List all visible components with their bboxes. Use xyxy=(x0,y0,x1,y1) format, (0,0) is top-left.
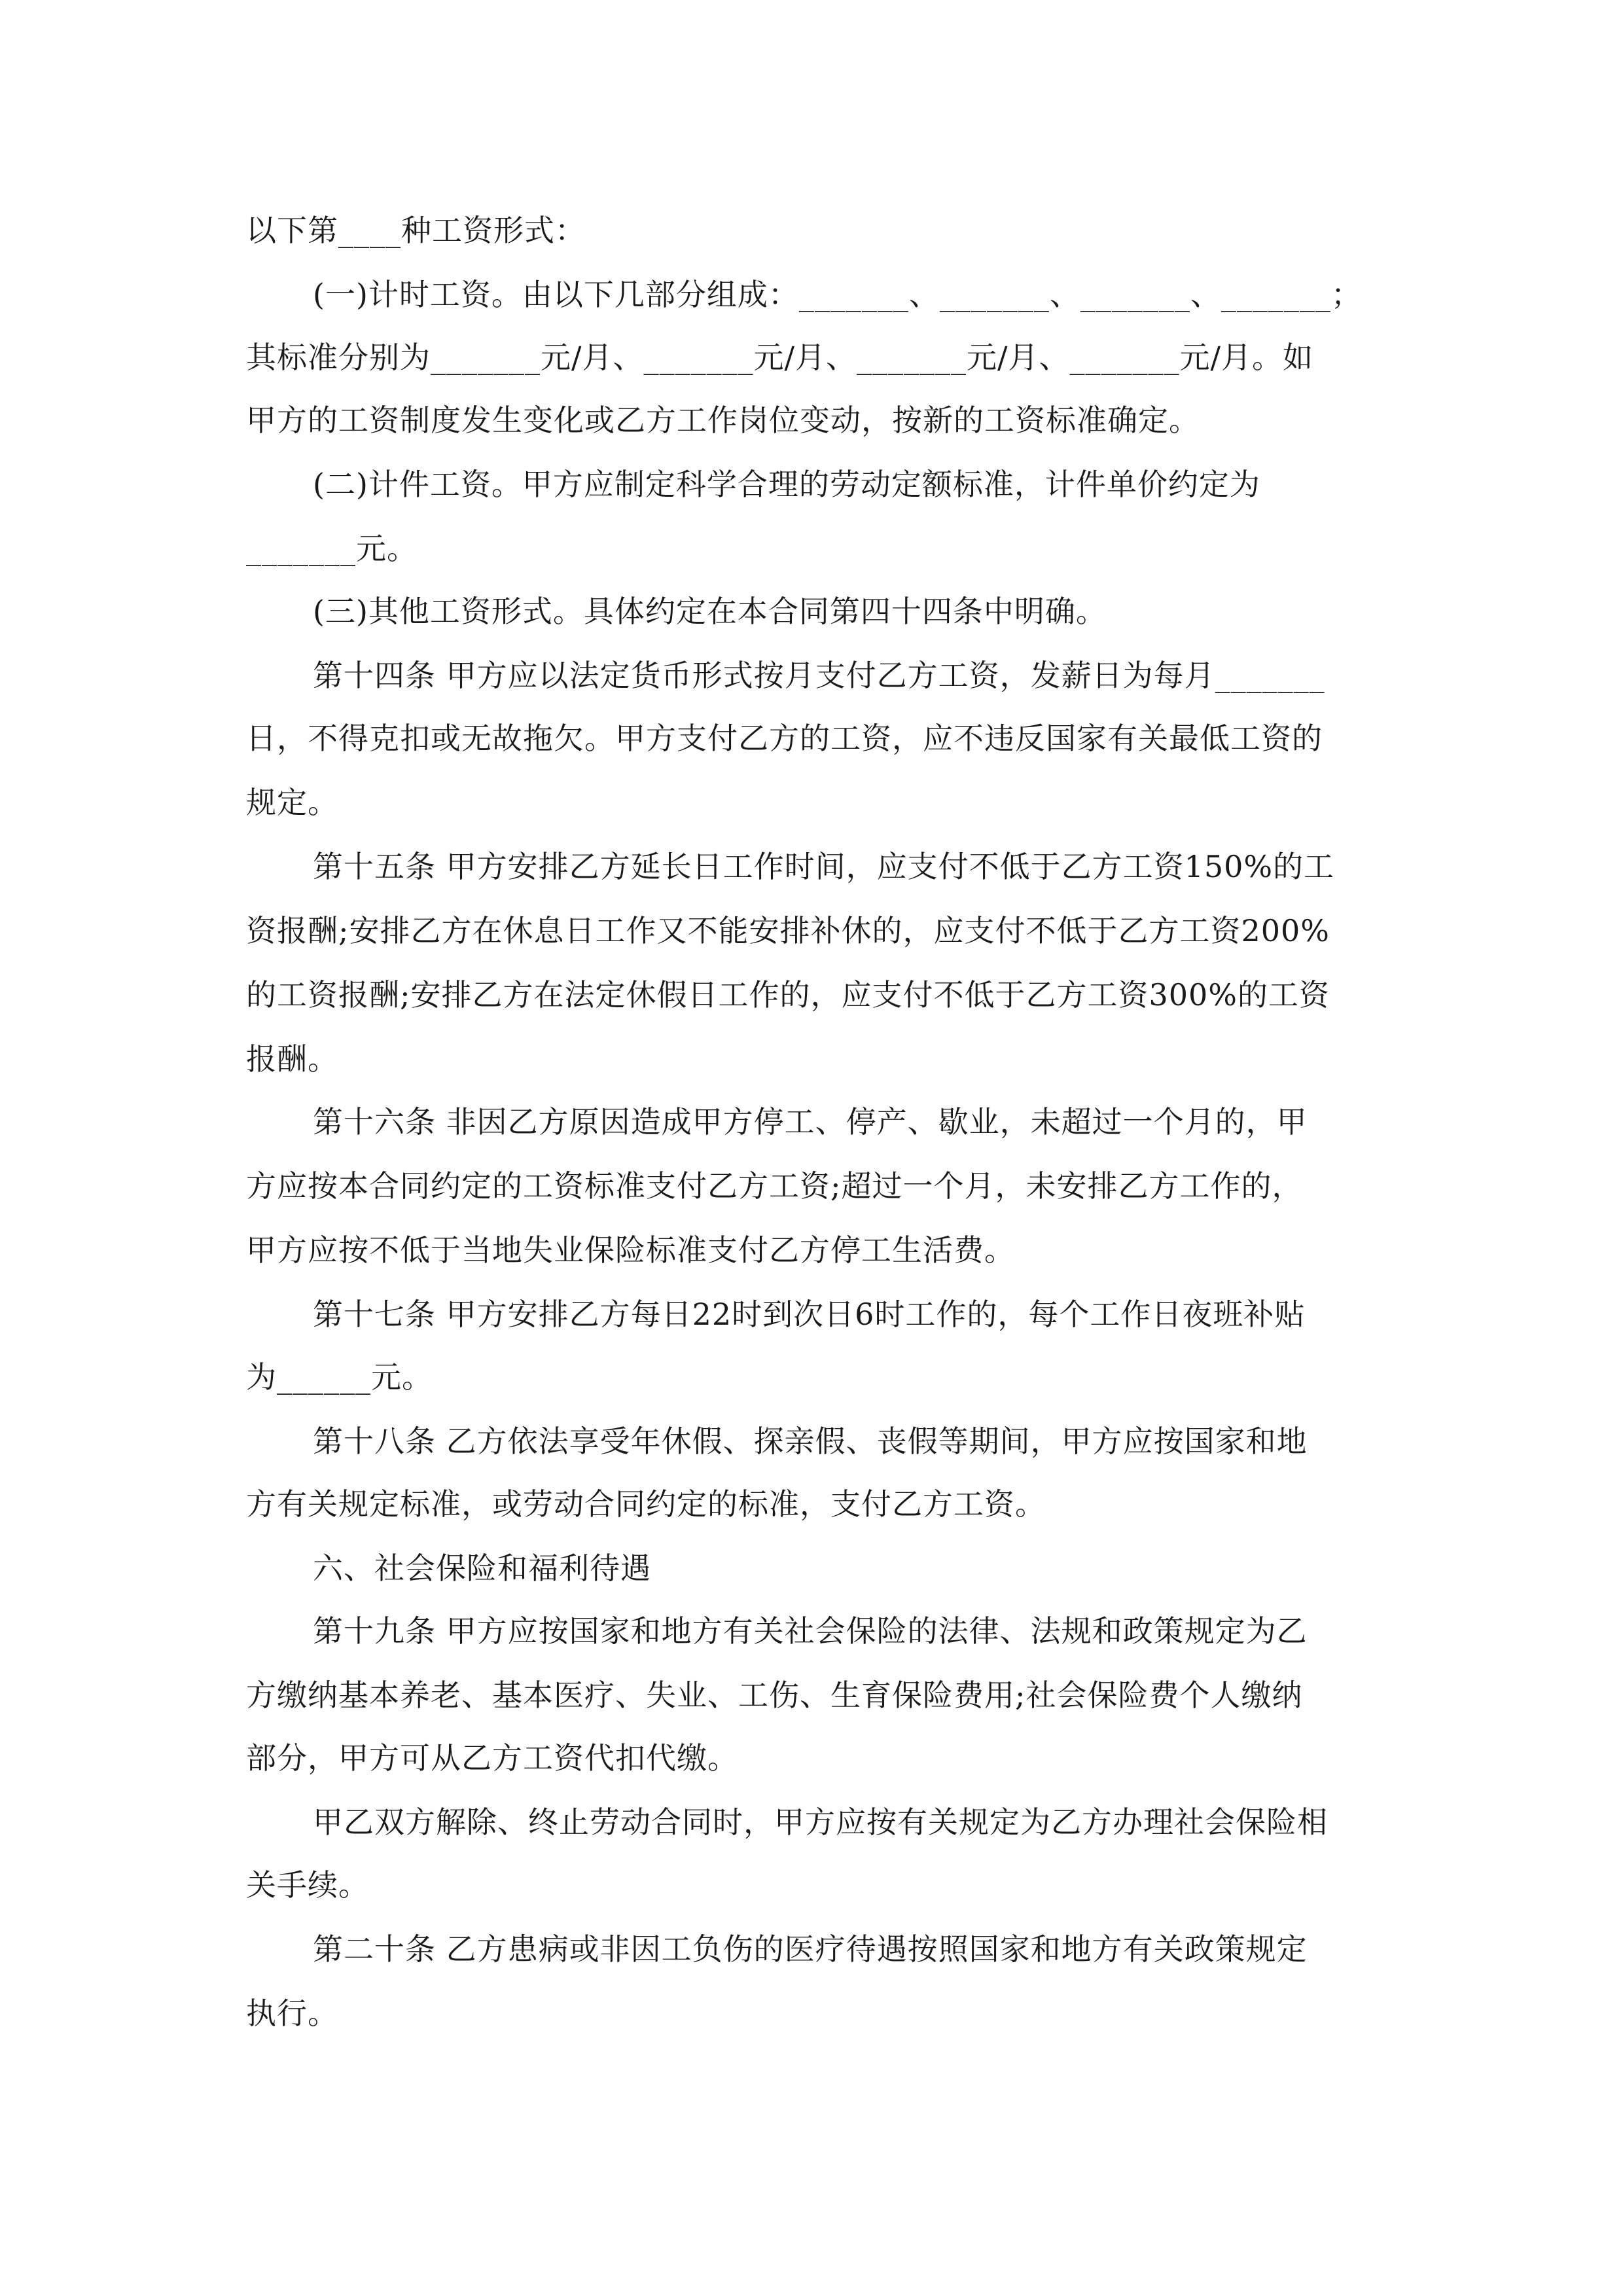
text-line: 甲乙双方解除、终止劳动合同时，甲方应按有关规定为乙方办理社会保险相 xyxy=(313,1804,1328,1840)
text-line: 第十八条 乙方依法享受年休假、探亲假、丧假等期间，甲方应按国家和地 xyxy=(313,1424,1308,1459)
text-line: 第十六条 非因乙方原因造成甲方停工、停产、歇业，未超过一个月的，甲 xyxy=(313,1104,1308,1139)
text-line: 规定。 xyxy=(246,785,338,820)
text-line: 关手续。 xyxy=(246,1867,369,1903)
text-line: 第十九条 甲方应按国家和地方有关社会保险的法律、法规和政策规定为乙 xyxy=(313,1613,1308,1649)
text-line: 第十七条 甲方安排乙方每日22时到次日6时工作的，每个工作日夜班补贴 xyxy=(313,1297,1306,1332)
text-line: 部分，甲方可从乙方工资代扣代缴。 xyxy=(246,1740,738,1776)
text-line: 甲方应按不低于当地失业保险标准支付乙方停工生活费。 xyxy=(246,1232,1015,1268)
text-line: 第十五条 甲方安排乙方延长日工作时间，应支付不低于乙方工资150%的工 xyxy=(313,849,1335,884)
text-line: 日，不得克扣或无故拖欠。甲方支付乙方的工资，应不违反国家有关最低工资的 xyxy=(246,721,1323,756)
text-line: 方缴纳基本养老、基本医疗、失业、工伤、生育保险费用;社会保险费个人缴纳 xyxy=(246,1677,1303,1713)
text-line: 方有关规定标准，或劳动合同约定的标准，支付乙方工资。 xyxy=(246,1486,1046,1522)
text-line: 第二十条 乙方患病或非因工负伤的医疗待遇按照国家和地方有关政策规定 xyxy=(313,1931,1308,1967)
text-line: 方应按本合同约定的工资标准支付乙方工资;超过一个月，未安排乙方工作的， xyxy=(246,1168,1303,1204)
text-line: 甲方的工资制度发生变化或乙方工作岗位变动，按新的工资标准确定。 xyxy=(246,403,1200,438)
text-line: 第十四条 甲方应以法定货币形式按月支付乙方工资，发薪日为每月_______ xyxy=(313,658,1325,693)
text-line: 执行。 xyxy=(246,1996,338,2031)
text-line: (一)计时工资。由以下几部分组成：_______、_______、_______、_______； xyxy=(313,277,1362,312)
text-line: _______元。 xyxy=(246,531,418,566)
text-line: 以下第____种工资形式： xyxy=(246,213,586,248)
text-line: (二)计件工资。甲方应制定科学合理的劳动定额标准，计件单价约定为 xyxy=(313,467,1260,502)
text-line: 报酬。 xyxy=(246,1041,338,1077)
text-line: (三)其他工资形式。具体约定在本合同第四十四条中明确。 xyxy=(313,594,1107,629)
text-line: 的工资报酬;安排乙方在法定休假日工作的，应支付不低于乙方工资300%的工资 xyxy=(246,977,1330,1013)
text-line: 其标准分别为_______元/月、_______元/月、_______元/月、_______元/月。如 xyxy=(246,340,1313,375)
text-line: 资报酬;安排乙方在休息日工作又不能安排补休的，应支付不低于乙方工资200% xyxy=(246,913,1330,948)
section-heading: 六、社会保险和福利待遇 xyxy=(313,1551,651,1586)
text-line: 为______元。 xyxy=(246,1359,433,1395)
